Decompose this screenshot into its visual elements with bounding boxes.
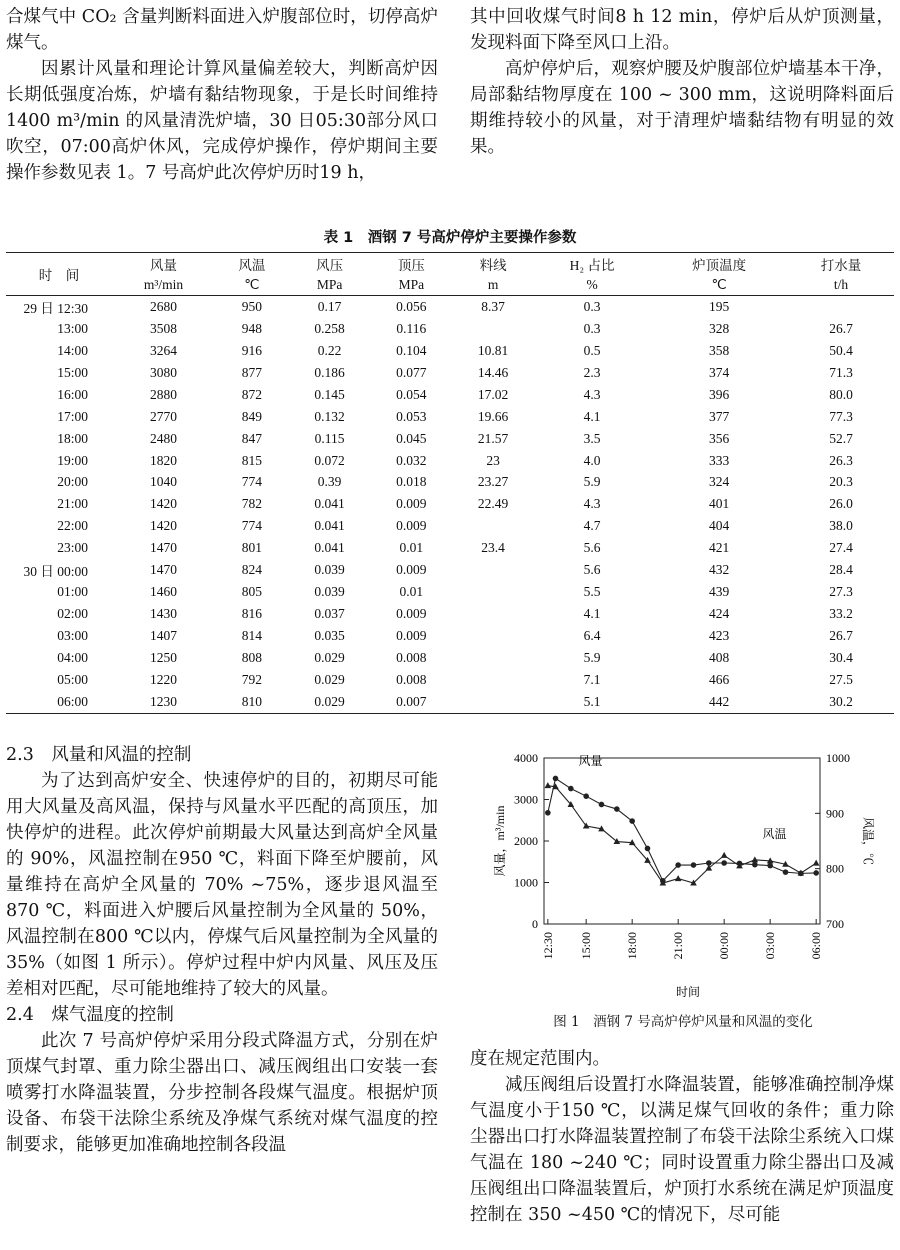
table-cell-line: 23.27 [477,474,509,490]
table-cell-top: 0.009 [396,628,427,644]
table-cell-line: 10.81 [477,342,509,358]
table-cell-press: 0.072 [314,452,345,468]
table-cell-top: 0.056 [396,298,427,314]
table-cell-line: 21.57 [477,430,509,446]
table-cell-ttemp: 439 [709,584,730,600]
table-cell-press: 0.035 [314,628,345,644]
table-header: 打水量 [788,253,894,275]
chart-svg [478,742,888,1007]
table-cell-press: 0.22 [317,342,342,358]
table-cell-top: 0.054 [396,386,427,402]
top-left-column [6,4,438,186]
y-tick-label: 3000 [514,792,538,807]
x-tick-label: 15:00 [579,932,594,960]
table-cell-time: 02:00 [57,606,88,622]
table-row [6,625,894,647]
table-cell-air: 1420 [150,518,177,534]
table-cell-ttemp: 404 [709,518,730,534]
table-cell-h2: 2.3 [583,364,601,380]
table-cell-line [452,515,534,537]
table-header: 风温 [215,253,289,275]
y-tick-label: 2000 [514,834,538,848]
table-cell-ttemp: 195 [709,298,730,314]
table-cell-top: 0.01 [399,584,424,600]
table-cell-water: 77.3 [829,408,853,424]
table-header: 料线 [452,253,534,275]
table-cell-line: 17.02 [477,386,509,402]
table-cell-water: 26.7 [829,628,853,644]
x-tick-label: 18:00 [625,932,640,960]
table-cell-temp: 801 [241,540,262,556]
table-row [6,581,894,603]
table-cell-temp: 816 [241,606,262,622]
table-cell-ttemp: 424 [709,606,730,622]
table-cell-temp: 877 [241,364,262,380]
table-cell-top: 0.009 [396,606,427,622]
table-cell-press: 0.115 [314,430,345,446]
table-cell-ttemp: 358 [709,342,730,358]
table-cell-h2: 0.3 [583,298,601,314]
table-cell-time: 01:00 [57,584,88,600]
table-cell-time: 06:00 [6,691,112,713]
table-cell-water: 30.2 [788,691,894,713]
table-cell-time: 22:00 [57,518,88,534]
table-cell-water: 28.4 [829,562,853,578]
table-cell-line [452,691,534,713]
table-cell-temp: 849 [241,408,262,424]
table-cell-water: 71.3 [829,364,853,380]
table-cell-water: 27.3 [829,584,853,600]
table-cell-press: 0.039 [314,562,345,578]
table-cell-line [452,647,534,669]
table-unit: ℃ [215,274,289,296]
y-tick-label: 0 [532,917,538,931]
table-cell-ttemp: 396 [709,386,730,402]
table-unit: m³/min [112,274,215,296]
series-point [767,863,773,869]
series-point [645,846,651,852]
table-row [6,340,894,362]
table-cell-h2: 4.1 [583,408,601,424]
paragraph: 度在规定范围内。 [470,1049,610,1069]
table-cell-time: 29 日 12:30 [23,300,88,316]
table-cell-temp: 808 [241,649,262,665]
table-cell-air: 1430 [150,606,177,622]
paragraph: 减压阀组后设置打水降温装置，能够准确控制净煤气温度小于150 ℃，以满足煤气回收的条件；重力除尘器出口打水降温装置控制了布袋干法除尘系统入口煤气温在 180 ~240 ℃；同时设置重力除尘器出口及减压阀组出口降温装置后，炉顶打水系统在满足炉顶温度控制在 350 ~450 ℃的情况下，尽可能 [470,1075,894,1225]
paragraph: 合煤气中 CO₂ 含量判断料面进入炉腹部位时，切停高炉煤气。 [6,7,438,53]
table-cell-temp: 774 [241,474,262,490]
table-cell-time: 18:00 [57,430,88,446]
table-unit: ℃ [650,274,788,296]
series-point [752,862,758,868]
table-cell-air: 2680 [150,298,177,314]
table-unit: MPa [289,274,371,296]
table-cell-air: 3080 [150,364,177,380]
table-cell-air: 1820 [150,452,177,468]
table-cell-press: 0.029 [314,649,345,665]
table-cell-time: 17:00 [57,408,88,424]
table-cell-ttemp: 374 [709,364,730,380]
table-cell-water: 50.4 [829,342,853,358]
y-axis-label: 风量，m³/min [493,805,507,877]
x-tick-label: 21:00 [671,932,686,960]
table-cell-line: 23.4 [481,540,505,556]
table-cell-press: 0.39 [317,474,342,490]
paragraph: 此次 7 号高炉停炉采用分段式降温方式，分别在炉顶煤气封罩、重力除尘器出口、减压阀组出口安装一套喷雾打水降温装置，分步控制各段煤气温度。根据炉顶设备、布袋干法除尘系统及净煤气系统对煤气温度的控制要求，能够更加准确地控制各段温 [6,1031,438,1155]
table-cell-air: 2770 [150,408,177,424]
table-cell-press: 0.041 [314,540,345,556]
table-header: 风量 [112,253,215,275]
table-cell-top: 0.104 [396,342,427,358]
table-cell-top: 0.045 [396,430,427,446]
y2-tick-label: 1000 [826,751,850,765]
table-cell-temp: 916 [241,342,262,358]
table-cell-water: 26.3 [829,452,853,468]
series-point [783,869,789,875]
table-cell-time: 19:00 [57,452,88,468]
table-cell-water: 38.0 [829,518,853,534]
y-tick-label: 4000 [514,751,538,765]
table-cell-h2: 4.0 [583,452,601,468]
x-axis-label: 时间 [675,985,701,999]
table-cell-h2: 5.6 [583,562,601,578]
series-point [583,793,589,799]
y2-tick-label: 800 [826,861,844,876]
table-cell-press: 0.258 [314,320,345,336]
table-cell-water: 26.7 [829,320,853,336]
series-point [545,810,551,816]
table-cell-air: 1040 [150,474,177,490]
table-cell-press: 0.039 [314,584,345,600]
table-cell-top: 0.01 [399,540,424,556]
table-cell-top: 0.009 [396,562,427,578]
series-point [553,776,559,782]
table-cell-time: 20:00 [57,474,88,490]
series-point [675,875,682,881]
table-cell-ttemp: 356 [709,430,730,446]
table-cell-top: 0.018 [396,474,427,490]
y2-tick-label: 700 [826,917,844,931]
table-cell-water [788,296,894,318]
x-tick-label: 06:00 [809,932,824,960]
table-cell-h2: 5.5 [583,584,601,600]
table-row [6,537,894,559]
table-row [6,472,894,494]
table-cell-temp: 782 [241,496,262,512]
top-right-column [470,4,894,160]
table-cell-ttemp: 442 [650,691,788,713]
table-cell-time: 14:00 [57,342,88,358]
bottom-right-column [470,1046,894,1228]
table-cell-top: 0.009 [396,518,427,534]
table-cell-ttemp: 421 [709,540,730,556]
table-header: 炉顶温度 [650,253,788,275]
bottom-left-column [6,742,438,1158]
table-header: 风压 [289,253,371,275]
table-cell-top: 0.008 [396,671,427,687]
table-body [6,296,894,714]
figure-1-chart [478,742,888,1042]
table-cell-ttemp: 377 [709,408,730,424]
table-cell-temp: 950 [241,298,262,314]
table-cell-top: 0.053 [396,408,427,424]
table-cell-line [452,318,534,340]
table-cell-press: 0.17 [317,298,342,314]
series-point [675,862,681,868]
table-cell-water: 80.0 [829,386,853,402]
table-cell-water: 33.2 [829,606,853,622]
series-point [752,856,759,862]
table-cell-line: 14.46 [477,364,509,380]
table-header: 顶压 [370,253,452,275]
table-cell-press: 0.145 [314,386,345,402]
table-row [6,362,894,384]
table-unit: MPa [370,274,452,296]
table-cell-h2: 6.4 [583,628,601,644]
table-cell-top: 0.032 [396,452,427,468]
series-label-temp: 风温 [762,827,787,842]
table-cell-air: 1220 [150,671,177,687]
table-row [6,428,894,450]
table-cell-air: 1230 [112,691,215,713]
table-cell-press: 0.041 [314,496,345,512]
table-cell-time: 16:00 [57,386,88,402]
table-cell-ttemp: 328 [709,320,730,336]
series-point [813,860,820,866]
series-point [691,862,697,868]
table-cell-h2: 4.7 [583,518,601,534]
table-cell-air: 1407 [150,628,177,644]
table-cell-temp: 872 [241,386,262,402]
table-cell-air: 2480 [150,430,177,446]
table-row [6,603,894,625]
table-cell-air: 3264 [150,342,177,358]
table-cell-line [452,625,534,647]
table-row [6,318,894,340]
table-cell-air: 3508 [150,320,177,336]
table-row [6,669,894,691]
series-point [629,818,635,824]
series-point [614,806,620,812]
paragraph: 其中回收煤气时间8 h 12 min，停炉后从炉顶测量，发现料面下降至风口上沿。 [470,7,894,53]
figure-caption: 图 1 酒钢 7 号高炉停炉风量和风温的变化 [553,1014,813,1030]
table-cell-top: 0.007 [370,691,452,713]
table-cell-temp: 948 [241,320,262,336]
paragraph: 高炉停炉后，观察炉腰及炉腹部位炉墙基本干净，局部黏结物厚度在 100 ~ 300 mm，这说明降料面后期维持较小的风量，对于清理炉墙黏结物有明显的效果。 [470,59,894,157]
series-point [545,782,552,788]
table-cell-h2: 4.3 [583,386,601,402]
table-cell-press: 0.029 [289,691,371,713]
table-cell-water: 30.4 [829,649,853,665]
table-cell-time: 05:00 [57,671,88,687]
y-tick-label: 1000 [514,875,538,890]
table-unit: t/h [788,274,894,296]
table-cell-line: 23 [486,452,500,468]
table-cell-line [452,581,534,603]
table-cell-line [452,669,534,691]
table-cell-temp: 774 [241,518,262,534]
table-cell-press: 0.041 [314,518,345,534]
table-cell-time: 21:00 [57,496,88,512]
table-row [6,647,894,669]
table-row [6,691,894,713]
table-cell-top: 0.116 [396,320,427,336]
table-cell-water: 52.7 [829,430,853,446]
table-row [6,406,894,428]
table-cell-h2: 5.9 [583,474,601,490]
series-label-air: 风量 [578,753,603,768]
series-point [568,786,574,792]
table-unit: % [534,274,650,296]
table-cell-press: 0.186 [314,364,345,380]
table-cell-press: 0.037 [314,606,345,622]
table-cell-air: 1460 [150,584,177,600]
table-row [6,296,894,318]
table-cell-water: 20.3 [829,474,853,490]
table-cell-time: 13:00 [57,320,88,336]
table-cell-temp: 805 [241,584,262,600]
table-caption: 表 1 酒钢 7 号高炉停炉主要操作参数 [323,230,577,246]
parameters-table [6,252,894,714]
table-cell-line: 8.37 [481,298,505,314]
table-cell-time: 04:00 [57,649,88,665]
table-cell-line [452,603,534,625]
table-row [6,384,894,406]
table-cell-ttemp: 333 [709,452,730,468]
table-cell-h2: 7.1 [583,671,601,687]
table-cell-h2: 0.5 [583,342,601,358]
table-row [6,515,894,537]
table-cell-h2: 4.1 [583,606,601,622]
table-cell-h2: 5.6 [583,540,601,556]
table-header-time: 时 间 [6,253,112,296]
table-cell-h2: 4.3 [583,496,601,512]
table-cell-time: 30 日 00:00 [23,564,88,580]
paragraph: 为了达到高炉安全、快速停炉的目的，初期尽可能用大风量及高风温，保持与风量水平匹配的高顶压，加快停炉的进程。此次停炉前期最大风量达到高炉全风量的 90%，风温控制在950 ℃，料面下降至炉腰前，风量维持在高炉全风量的 70% ~75%，逐步退风温至870 ℃，料面进入炉腰后风量控制为全风量的 50%，风温控制在800 ℃以内，停煤气后风量控制为全风量的 35%（如图 1 所示）。停炉过程中炉内风量、风压及压差相对匹配，尽可能地维持了较大的风量。 [6,771,438,999]
table-header: H₂ 占比 [534,253,650,275]
section-heading: 2.3 风量和风温的控制 [6,745,192,765]
table-cell-time: 15:00 [57,364,88,380]
table-cell-temp: 815 [241,452,262,468]
table-row [6,450,894,472]
table-cell-temp: 810 [215,691,289,713]
section-heading: 2.4 煤气温度的控制 [6,1005,174,1025]
table-cell-top: 0.077 [396,364,427,380]
table-cell-air: 2880 [150,386,177,402]
table-cell-temp: 824 [241,562,262,578]
x-tick-label: 03:00 [763,932,778,960]
table-cell-h2: 3.5 [583,430,601,446]
table-cell-time: 23:00 [57,540,88,556]
table-cell-temp: 814 [241,628,262,644]
y2-tick-label: 900 [826,806,844,821]
table-cell-top: 0.008 [396,649,427,665]
series-point [813,870,819,876]
table-cell-air: 1250 [150,649,177,665]
table-cell-air: 1470 [150,540,177,556]
series-point [721,860,727,866]
table-cell-time: 03:00 [57,628,88,644]
series-point [599,802,605,808]
table-cell-ttemp: 432 [709,562,730,578]
table-cell-temp: 847 [241,430,262,446]
table-cell-air: 1470 [150,562,177,578]
table-cell-press: 0.132 [314,408,345,424]
table-cell-ttemp: 408 [709,649,730,665]
table-cell-air: 1420 [150,496,177,512]
table-cell-line: 19.66 [477,408,509,424]
table-cell-water: 26.0 [829,496,853,512]
table-cell-water: 27.4 [829,540,853,556]
table-cell-ttemp: 324 [709,474,730,490]
table-cell-ttemp: 401 [709,496,730,512]
table-cell-temp: 792 [241,671,262,687]
table-cell-line [452,559,534,581]
table-row [6,493,894,515]
table-cell-line: 22.49 [477,496,509,512]
table-cell-water: 27.5 [829,671,853,687]
table-cell-h2: 5.9 [583,649,601,665]
table-cell-h2: 0.3 [583,320,601,336]
y2-axis-label: 风温，℃ [861,816,875,866]
table-cell-press: 0.029 [314,671,345,687]
series-point [721,852,728,858]
x-tick-label: 00:00 [717,932,732,960]
x-tick-label: 12:30 [540,932,555,960]
table-row [6,559,894,581]
table-cell-top: 0.009 [396,496,427,512]
table-cell-ttemp: 466 [709,671,730,687]
table-cell-h2: 5.1 [534,691,650,713]
table-cell-ttemp: 423 [709,628,730,644]
paragraph: 因累计风量和理论计算风量偏差较大，判断高炉因长期低强度冶炼，炉墙有黏结物现象，于是长时间维持1400 m³/min 的风量清洗炉墙，30 日05:30部分风口吹空，07:00高炉休风，完成停炉操作，停炉期间主要操作参数见表 1。7 号高炉此次停炉历时19 h， [6,59,438,183]
table-unit: m [452,274,534,296]
